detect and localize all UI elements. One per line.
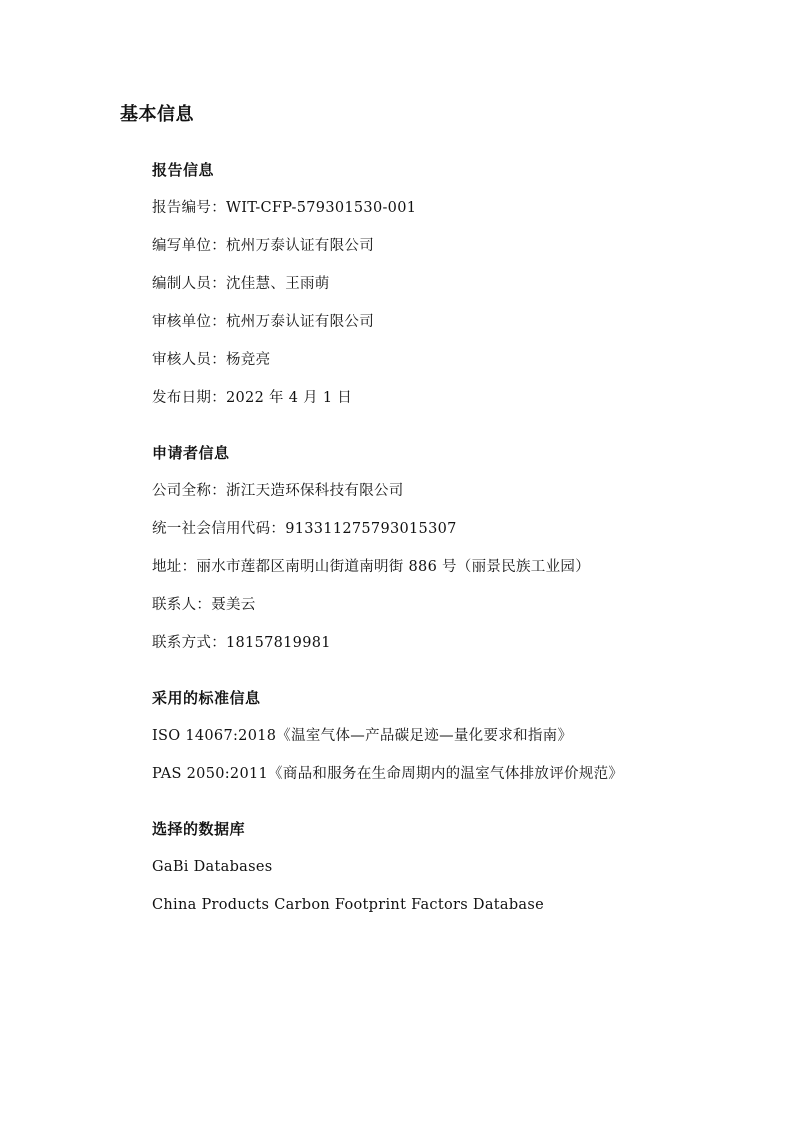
credit-code-row <box>152 519 457 539</box>
field-label: 联系人： <box>152 597 212 613</box>
standards-heading: 采用的标准信息 <box>152 689 261 707</box>
field-label: 公司全称： <box>152 483 226 499</box>
authors-row <box>152 274 330 294</box>
field-value: WIT-CFP-579301530-001 <box>226 200 417 216</box>
field-label: 联系方式： <box>152 635 226 651</box>
field-value: 丽水市莲都区南明山街道南明街 886 号（丽景民族工业园） <box>196 559 590 575</box>
field-value: 杭州万泰认证有限公司 <box>226 238 374 254</box>
address-row <box>152 557 590 577</box>
company-name-row <box>152 481 404 501</box>
reviewer-row <box>152 350 270 370</box>
field-value: 2022 年 4 月 1 日 <box>226 390 353 406</box>
contact-phone-row <box>152 633 331 653</box>
contact-person-row <box>152 595 256 615</box>
report-info-heading: 报告信息 <box>152 161 215 179</box>
field-label: 编制人员： <box>152 276 226 292</box>
field-value: 杭州万泰认证有限公司 <box>226 314 374 330</box>
database-item: China Products Carbon Footprint Factors Database <box>152 897 544 913</box>
field-value: 杨竞亮 <box>226 352 271 368</box>
publish-date-row <box>152 388 352 408</box>
standard-item: ISO 14067:2018《温室气体—产品碳足迹—量化要求和指南》 <box>152 728 573 744</box>
database-heading: 选择的数据库 <box>152 820 246 838</box>
field-label: 审核单位： <box>152 314 226 330</box>
report-number-row <box>152 198 416 218</box>
page-title: 基本信息 <box>120 104 194 125</box>
field-value: 沈佳慧、王雨萌 <box>226 276 330 292</box>
standard-item: PAS 2050:2011《商品和服务在生命周期内的温室气体排放评价规范》 <box>152 766 624 782</box>
field-value: 913311275793015307 <box>285 521 457 537</box>
field-label: 统一社会信用代码： <box>152 521 286 537</box>
applicant-info-heading: 申请者信息 <box>152 444 230 462</box>
database-item: GaBi Databases <box>152 859 273 875</box>
field-label: 审核人员： <box>152 352 226 368</box>
field-label: 地址： <box>152 559 197 575</box>
field-value: 18157819981 <box>226 635 331 651</box>
field-label: 发布日期： <box>152 390 226 406</box>
field-label: 报告编号： <box>152 200 226 216</box>
field-label: 编写单位： <box>152 238 226 254</box>
field-value: 浙江天造环保科技有限公司 <box>226 483 404 499</box>
authoring-unit-row <box>152 236 374 256</box>
review-unit-row <box>152 312 374 332</box>
field-value: 聂美云 <box>211 597 256 613</box>
